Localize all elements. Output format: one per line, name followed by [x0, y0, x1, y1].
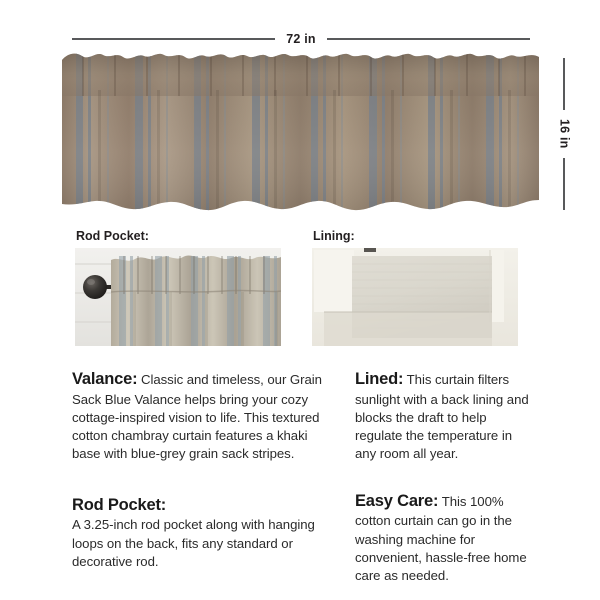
dimension-rule-right: [327, 38, 530, 40]
lining-detail-label: Lining:: [313, 229, 355, 243]
lining-detail: [312, 230, 518, 346]
rod-pocket-block: [72, 496, 322, 571]
lined-paragraph: [355, 368, 535, 464]
gathered-curtain: [111, 255, 281, 346]
lining-right-border: [490, 250, 504, 322]
width-dimension-label: 72 in: [286, 31, 316, 46]
rod-pocket-detail: [75, 230, 281, 346]
lining-left-flap: [314, 250, 354, 312]
height-dimension: [556, 58, 572, 210]
easy-care-lead: Easy Care:: [355, 491, 439, 510]
valance-body: Classic and timeless, our Grain Sack Blue Valance helps bring your cozy cottage-inspired vision to life. This textured cotton chambray curtain features a khaki base with blue-grey grain sack stripes.: [72, 372, 322, 462]
valance-illustration: [62, 50, 539, 214]
lined-lead: Lined:: [355, 370, 404, 388]
dimension-rule-left: [72, 38, 275, 40]
height-dimension-label: 16 in: [557, 119, 572, 149]
dimension-rule-top: [563, 58, 565, 110]
rod-pocket-photo: [75, 248, 281, 346]
rod-pocket-detail-label: Rod Pocket:: [76, 229, 149, 243]
lining-photo: [312, 248, 518, 346]
width-dimension: [72, 31, 530, 47]
lining-hem: [324, 312, 492, 346]
description-column-left: [72, 368, 322, 575]
curtain-fabric: [62, 50, 539, 214]
lining-illustration: [312, 248, 518, 346]
lining-clip: [364, 248, 376, 252]
valance-lead: Valance:: [72, 370, 138, 388]
valance-paragraph: [72, 368, 322, 464]
rod-finial: [83, 275, 107, 299]
easy-care-block: [355, 490, 535, 586]
rod-pocket-body: A 3.25-inch rod pocket along with hanging loops on the back, fits any standard or decorative rod.: [72, 517, 315, 569]
rod-pocket-heading: Rod Pocket:: [72, 495, 167, 514]
rod-pocket-illustration: [75, 248, 281, 346]
lined-body: This curtain filters sunlight with a back lining and blocks the draft to help regulate the temperature in any room all year.: [355, 372, 529, 462]
valance-product-photo: [62, 50, 539, 214]
easy-care-paragraph: [355, 490, 535, 586]
dimension-rule-bottom: [563, 158, 565, 210]
lined-block: [355, 368, 535, 464]
description-column-right: [355, 368, 535, 589]
easy-care-body: This 100% cotton curtain can go in the washing machine for convenient, hassle-free home care as needed.: [355, 493, 527, 584]
detail-photo-row: [75, 230, 519, 350]
column-spacer: [355, 468, 535, 490]
column-spacer: [72, 468, 322, 496]
valance-block: [72, 368, 322, 464]
